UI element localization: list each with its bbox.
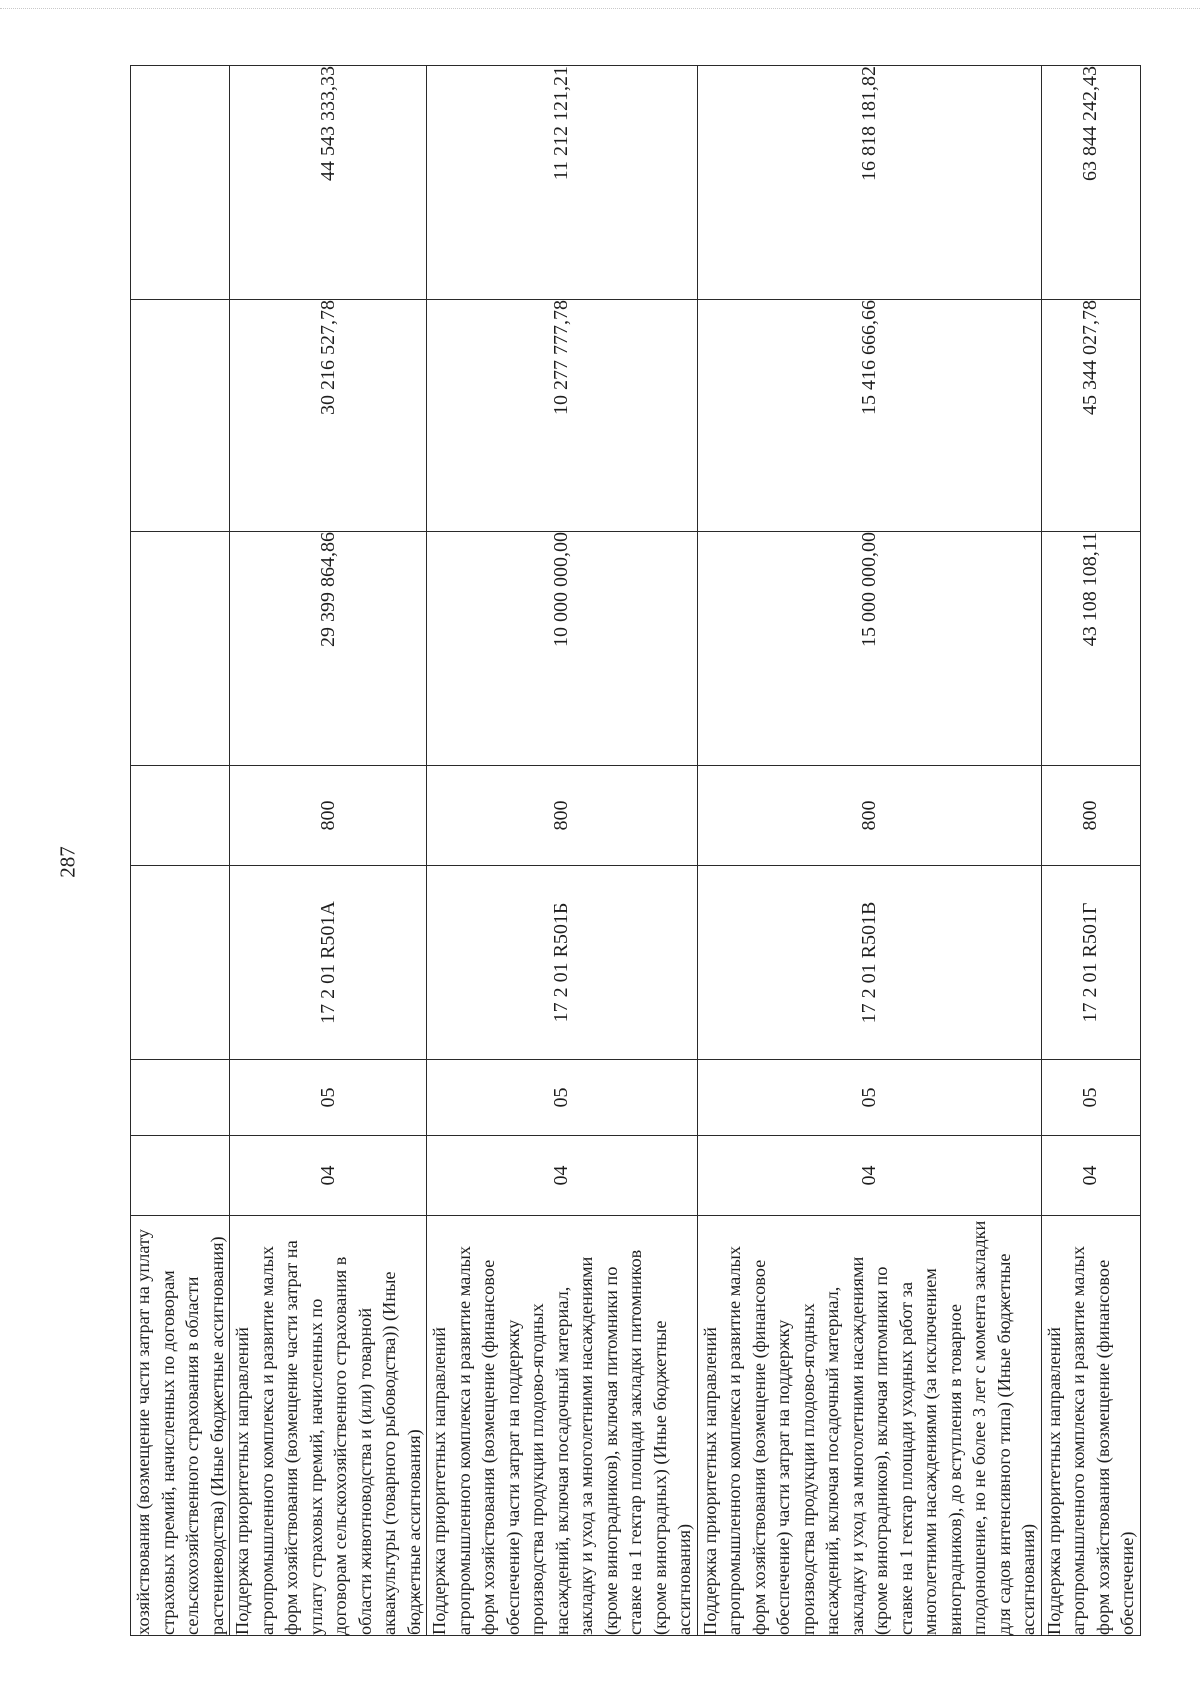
section-code: 04 xyxy=(427,1136,698,1216)
target-article-code: 17 2 01 R501А xyxy=(230,866,427,1060)
subsection-code: 05 xyxy=(427,1060,698,1136)
scan-edge-line xyxy=(0,8,1200,9)
amount-year-1: 15 000 000,00 xyxy=(697,532,1041,766)
amount-year-2: 30 216 527,78 xyxy=(230,300,427,532)
amount-year-3: 63 844 242,43 xyxy=(1041,66,1140,300)
target-article-code: 17 2 01 R501В xyxy=(697,866,1041,1060)
expense-kind-code: 800 xyxy=(427,766,698,866)
table-row xyxy=(697,66,1041,1636)
table-row xyxy=(1041,66,1140,1636)
target-article-code: 17 2 01 R501Б xyxy=(427,866,698,1060)
row-description: Поддержка приоритетных направлений агропромышленного комплекса и развитие малых форм хозяйствования (возмещение (финансовое обеспечение) части затрат на поддержку производства продукции плодово-ягодных насаждений, включая посадочный материал, закладку и уход за многолетними насаждениями (кроме виноградников), включая питомники по ставке на 1 гектар площади закладки питомников (кроме виноградных) (Иные бюджетные ассигнования) xyxy=(427,1216,698,1636)
budget-table xyxy=(130,65,1141,1636)
row-description: Поддержка приоритетных направлений агропромышленного комплекса и развитие малых форм хозяйствования (возмещение (финансовое обеспечение) части затрат на поддержку производства продукции плодово-ягодных насаждений, включая посадочный материал, закладку и уход за многолетними насаждениями (кроме виноградников), включая питомники по ставке на 1 гектар площади уходных работ за многолетними насаждениями (за исключением виноградников), до вступления в товарное плодоношение, но не более 3 лет с момента закладки для садов интенсивного типа) (Иные бюджетные ассигнования) xyxy=(697,1216,1041,1636)
subsection-code xyxy=(131,1060,230,1136)
expense-kind-code: 800 xyxy=(230,766,427,866)
amount-year-2: 15 416 666,66 xyxy=(697,300,1041,532)
amount-year-2: 45 344 027,78 xyxy=(1041,300,1140,532)
page-number: 287 xyxy=(55,846,80,878)
target-article-code xyxy=(131,866,230,1060)
subsection-code: 05 xyxy=(230,1060,427,1136)
expense-kind-code: 800 xyxy=(697,766,1041,866)
amount-year-1: 10 000 000,00 xyxy=(427,532,698,766)
section-code xyxy=(131,1136,230,1216)
section-code: 04 xyxy=(230,1136,427,1216)
expense-kind-code xyxy=(131,766,230,866)
amount-year-3: 11 212 121,21 xyxy=(427,66,698,300)
rotated-table-wrapper xyxy=(130,66,1137,1636)
amount-year-3 xyxy=(131,66,230,300)
amount-year-3: 44 543 333,33 xyxy=(230,66,427,300)
row-description: Поддержка приоритетных направлений агропромышленного комплекса и развитие малых форм хозяйствования (возмещение части затрат на уплату страховых премий, начисленных по договорам сельскохозяйственного страхования в области животноводства и (или) товарной аквакультуры (товарного рыбоводства)) (Иные бюджетные ассигнования) xyxy=(230,1216,427,1636)
row-description: Поддержка приоритетных направлений агропромышленного комплекса и развитие малых форм хозяйствования (возмещение (финансовое обеспечение) xyxy=(1041,1216,1140,1636)
amount-year-1: 43 108 108,11 xyxy=(1041,532,1140,766)
table-row xyxy=(427,66,698,1636)
subsection-code: 05 xyxy=(1041,1060,1140,1136)
row-description: хозяйствования (возмещение части затрат на уплату страховых премий, начисленных по договорам сельскохозяйственного страхования в области растениеводства) (Иные бюджетные ассигнования) xyxy=(131,1216,230,1636)
section-code: 04 xyxy=(697,1136,1041,1216)
amount-year-1 xyxy=(131,532,230,766)
target-article-code: 17 2 01 R501Г xyxy=(1041,866,1140,1060)
subsection-code: 05 xyxy=(697,1060,1041,1136)
table-row xyxy=(230,66,427,1636)
expense-kind-code: 800 xyxy=(1041,766,1140,866)
section-code: 04 xyxy=(1041,1136,1140,1216)
amount-year-3: 16 818 181,82 xyxy=(697,66,1041,300)
table-row xyxy=(131,66,230,1636)
amount-year-1: 29 399 864,86 xyxy=(230,532,427,766)
amount-year-2: 10 277 777,78 xyxy=(427,300,698,532)
amount-year-2 xyxy=(131,300,230,532)
